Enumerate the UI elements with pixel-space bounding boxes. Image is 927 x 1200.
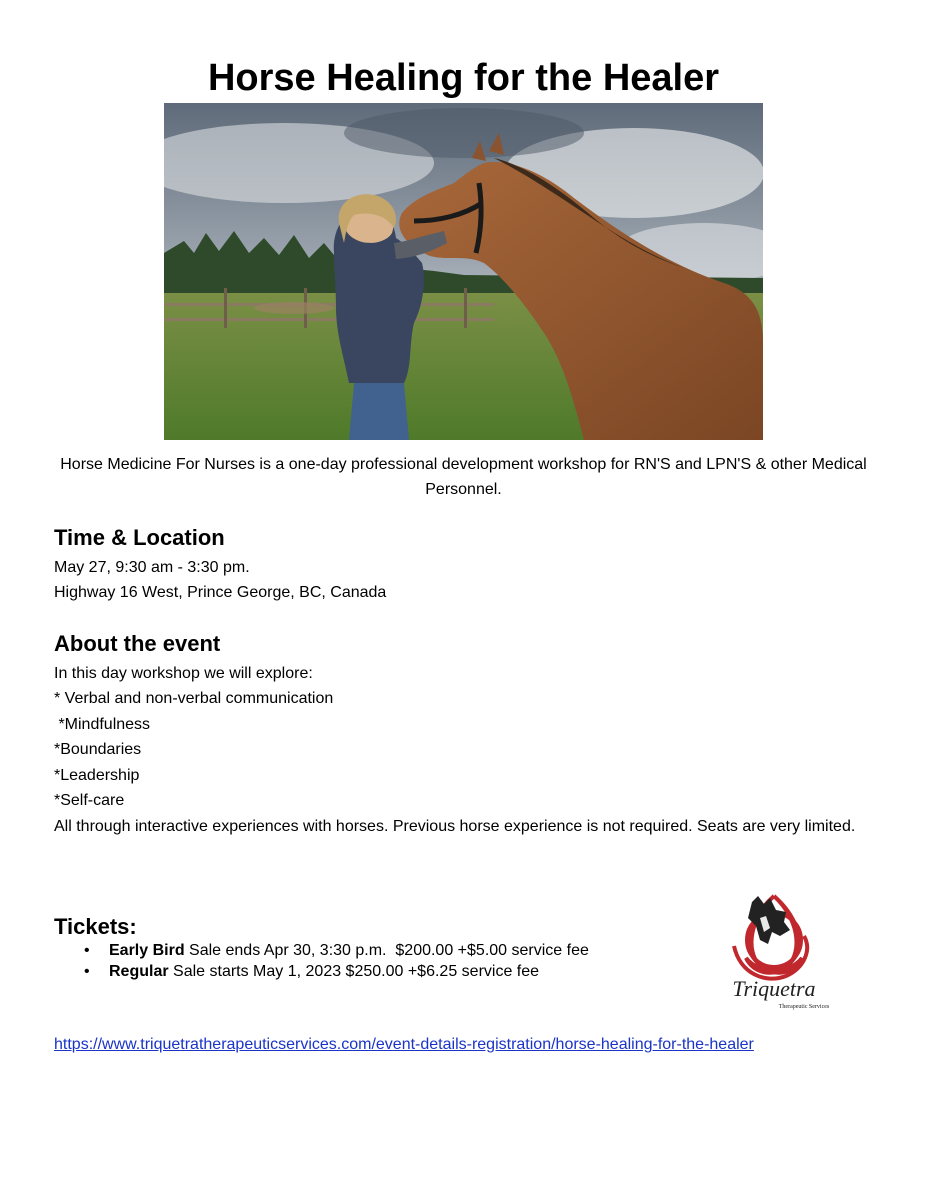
topic-item: *Mindfulness bbox=[54, 716, 151, 733]
about-closing: All through interactive experiences with horses. Previous horse experience is not required. Seats are very limited. bbox=[54, 818, 856, 835]
registration-link[interactable]: https://www.triquetratherapeuticservices.com/event-details-registration/horse-healing-for-the-healer bbox=[54, 1036, 754, 1053]
ticket-item bbox=[82, 940, 589, 961]
event-address: Highway 16 West, Prince George, BC, Canada bbox=[54, 584, 387, 601]
topic-item: * Verbal and non-verbal communication bbox=[54, 690, 334, 707]
logo-tagline: Therapeutic Services bbox=[778, 1004, 830, 1010]
bullet-icon: • bbox=[84, 963, 90, 980]
tickets-heading: Tickets: bbox=[54, 914, 137, 939]
topic-item: *Boundaries bbox=[54, 741, 142, 758]
ticket-item bbox=[82, 961, 589, 982]
ticket-list bbox=[82, 940, 589, 982]
triquetra-logo bbox=[700, 888, 848, 1012]
page-title: Horse Healing for the Healer bbox=[207, 57, 720, 99]
woman-with-horse-photo bbox=[164, 103, 763, 440]
topic-item: *Self-care bbox=[54, 792, 125, 809]
about-heading: About the event bbox=[54, 631, 221, 656]
logo-name: Triquetra bbox=[732, 976, 816, 1001]
bullet-icon: • bbox=[84, 942, 90, 959]
about-intro: In this day workshop we will explore: bbox=[54, 665, 313, 682]
time-location-heading: Time & Location bbox=[54, 525, 225, 550]
ticket-name: Regular bbox=[109, 963, 169, 980]
ticket-detail: Sale ends Apr 30, 3:30 p.m. $200.00 +$5.00 service fee bbox=[184, 942, 589, 959]
event-description: Horse Medicine For Nurses is a one-day professional development workshop for RN'S and LPN'S & other Medical Personnel. bbox=[60, 456, 867, 498]
topic-item: *Leadership bbox=[54, 767, 140, 784]
ticket-name: Early Bird bbox=[109, 942, 185, 959]
ticket-detail: Sale starts May 1, 2023 $250.00 +$6.25 service fee bbox=[168, 963, 540, 980]
event-date-time: May 27, 9:30 am - 3:30 pm. bbox=[54, 559, 250, 576]
